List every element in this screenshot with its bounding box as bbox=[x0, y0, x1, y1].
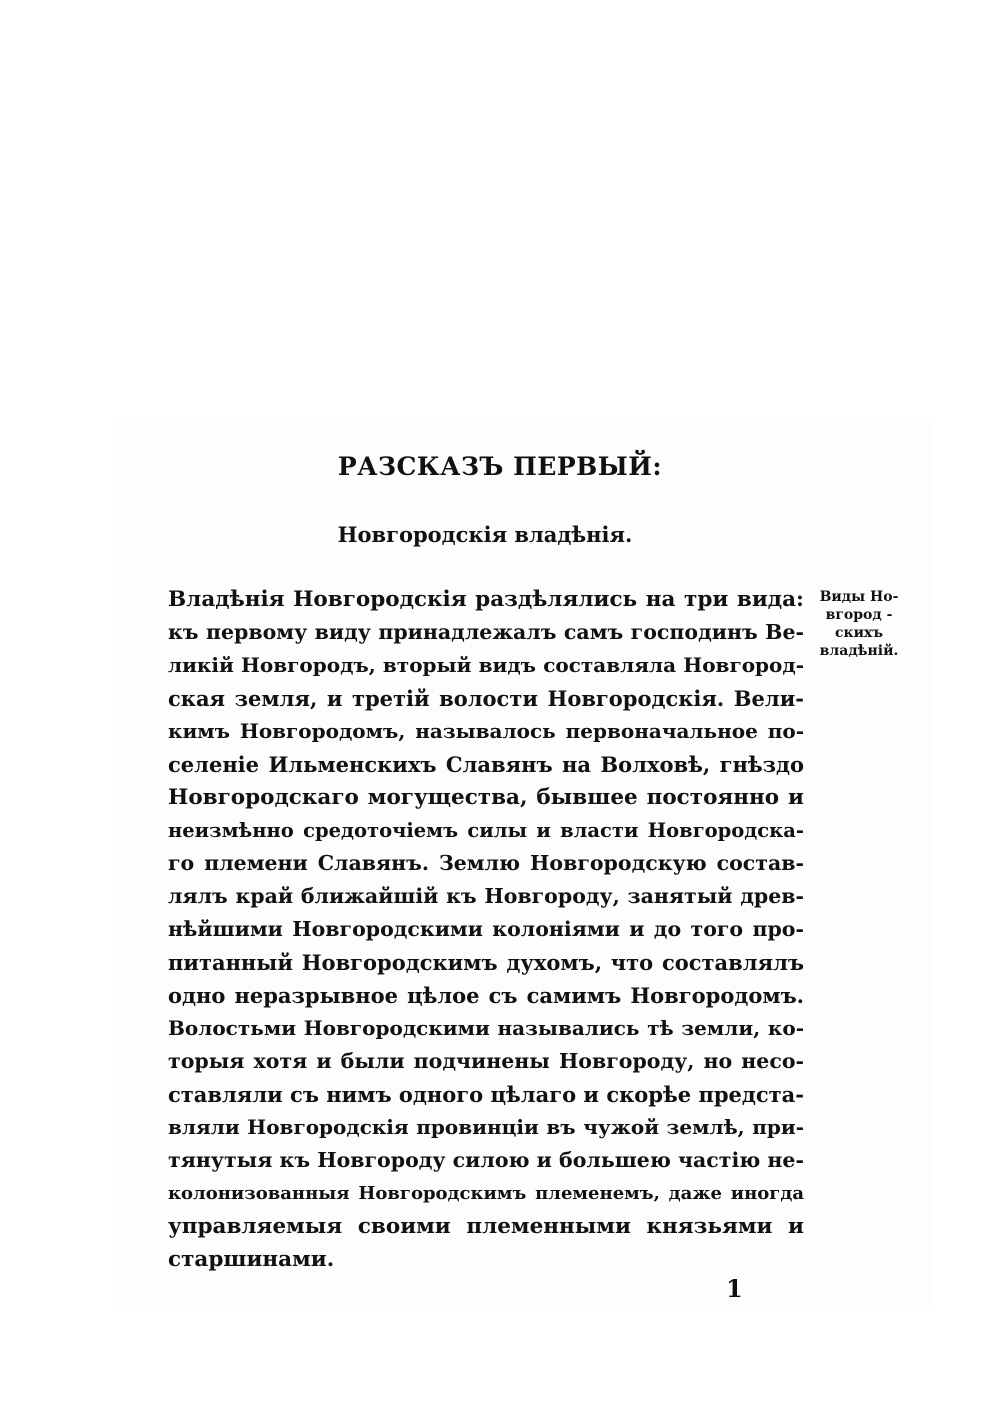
body-line: одно неразрывное цѣлое съ самимъ Новгородомъ. bbox=[168, 983, 804, 1008]
page-number: 1 bbox=[726, 1274, 743, 1303]
body-line: торыя хотя и были подчинены Новгороду, но несо- bbox=[168, 1049, 804, 1073]
chapter-title: РАЗСКАЗЪ ПЕРВЫЙ: bbox=[337, 452, 663, 481]
margin-note-line: вгород - bbox=[825, 607, 893, 623]
body-line: нѣйшими Новгородскими колоніями и до того про- bbox=[168, 917, 804, 941]
body-line: кимъ Новгородомъ, называлось первоначальное по- bbox=[168, 719, 804, 743]
body-line: колонизованныя Новгородскимъ племенемъ, даже иногда bbox=[168, 1183, 804, 1204]
body-line: селеніе Ильменскихъ Славянъ на Волховѣ, гнѣздо bbox=[168, 752, 804, 777]
margin-note-line: владѣній. bbox=[819, 643, 899, 659]
margin-note bbox=[808, 588, 910, 660]
body-line: тянутыя къ Новгороду силою и большею частію не- bbox=[168, 1148, 804, 1172]
body-line: къ первому виду принадлежалъ самъ господинъ Ве- bbox=[168, 620, 804, 644]
body-line: вляли Новгородскія провинціи въ чужой землѣ, при- bbox=[168, 1115, 804, 1139]
body-line: управляемыя своими племенными князьями и bbox=[168, 1214, 804, 1239]
body-line: Владѣнія Новгородскія раздѣлялись на три вида: bbox=[168, 587, 804, 612]
body-line: ставляли съ нимъ одного цѣлаго и скорѣе предста- bbox=[168, 1082, 804, 1107]
margin-note-line: скихъ bbox=[834, 625, 884, 641]
body-text bbox=[168, 583, 804, 1276]
body-line: Новгородскаго могущества, бывшее постоянно и bbox=[168, 785, 804, 810]
body-line: неизмѣнно средоточіемъ силы и власти Новгородска- bbox=[168, 819, 804, 842]
body-line: го племени Славянъ. Землю Новгородскую состав- bbox=[168, 851, 804, 875]
section-title: Новгородскія владѣнія. bbox=[337, 522, 633, 547]
body-line: старшинами. bbox=[168, 1247, 335, 1272]
body-line: Волостьми Новгородскими назывались тѣ земли, ко- bbox=[168, 1016, 804, 1040]
body-line: питанный Новгородскимъ духомъ, что составлялъ bbox=[168, 950, 804, 975]
body-line: ликій Новгородъ, вторый видъ составляла Новгород- bbox=[168, 653, 804, 677]
body-line: ская земля, и третій волости Новгородскія. Вели- bbox=[168, 686, 804, 711]
body-line: лялъ край ближайшій къ Новгороду, занятый древ- bbox=[168, 884, 804, 908]
margin-note-line: Виды Но- bbox=[819, 589, 899, 605]
